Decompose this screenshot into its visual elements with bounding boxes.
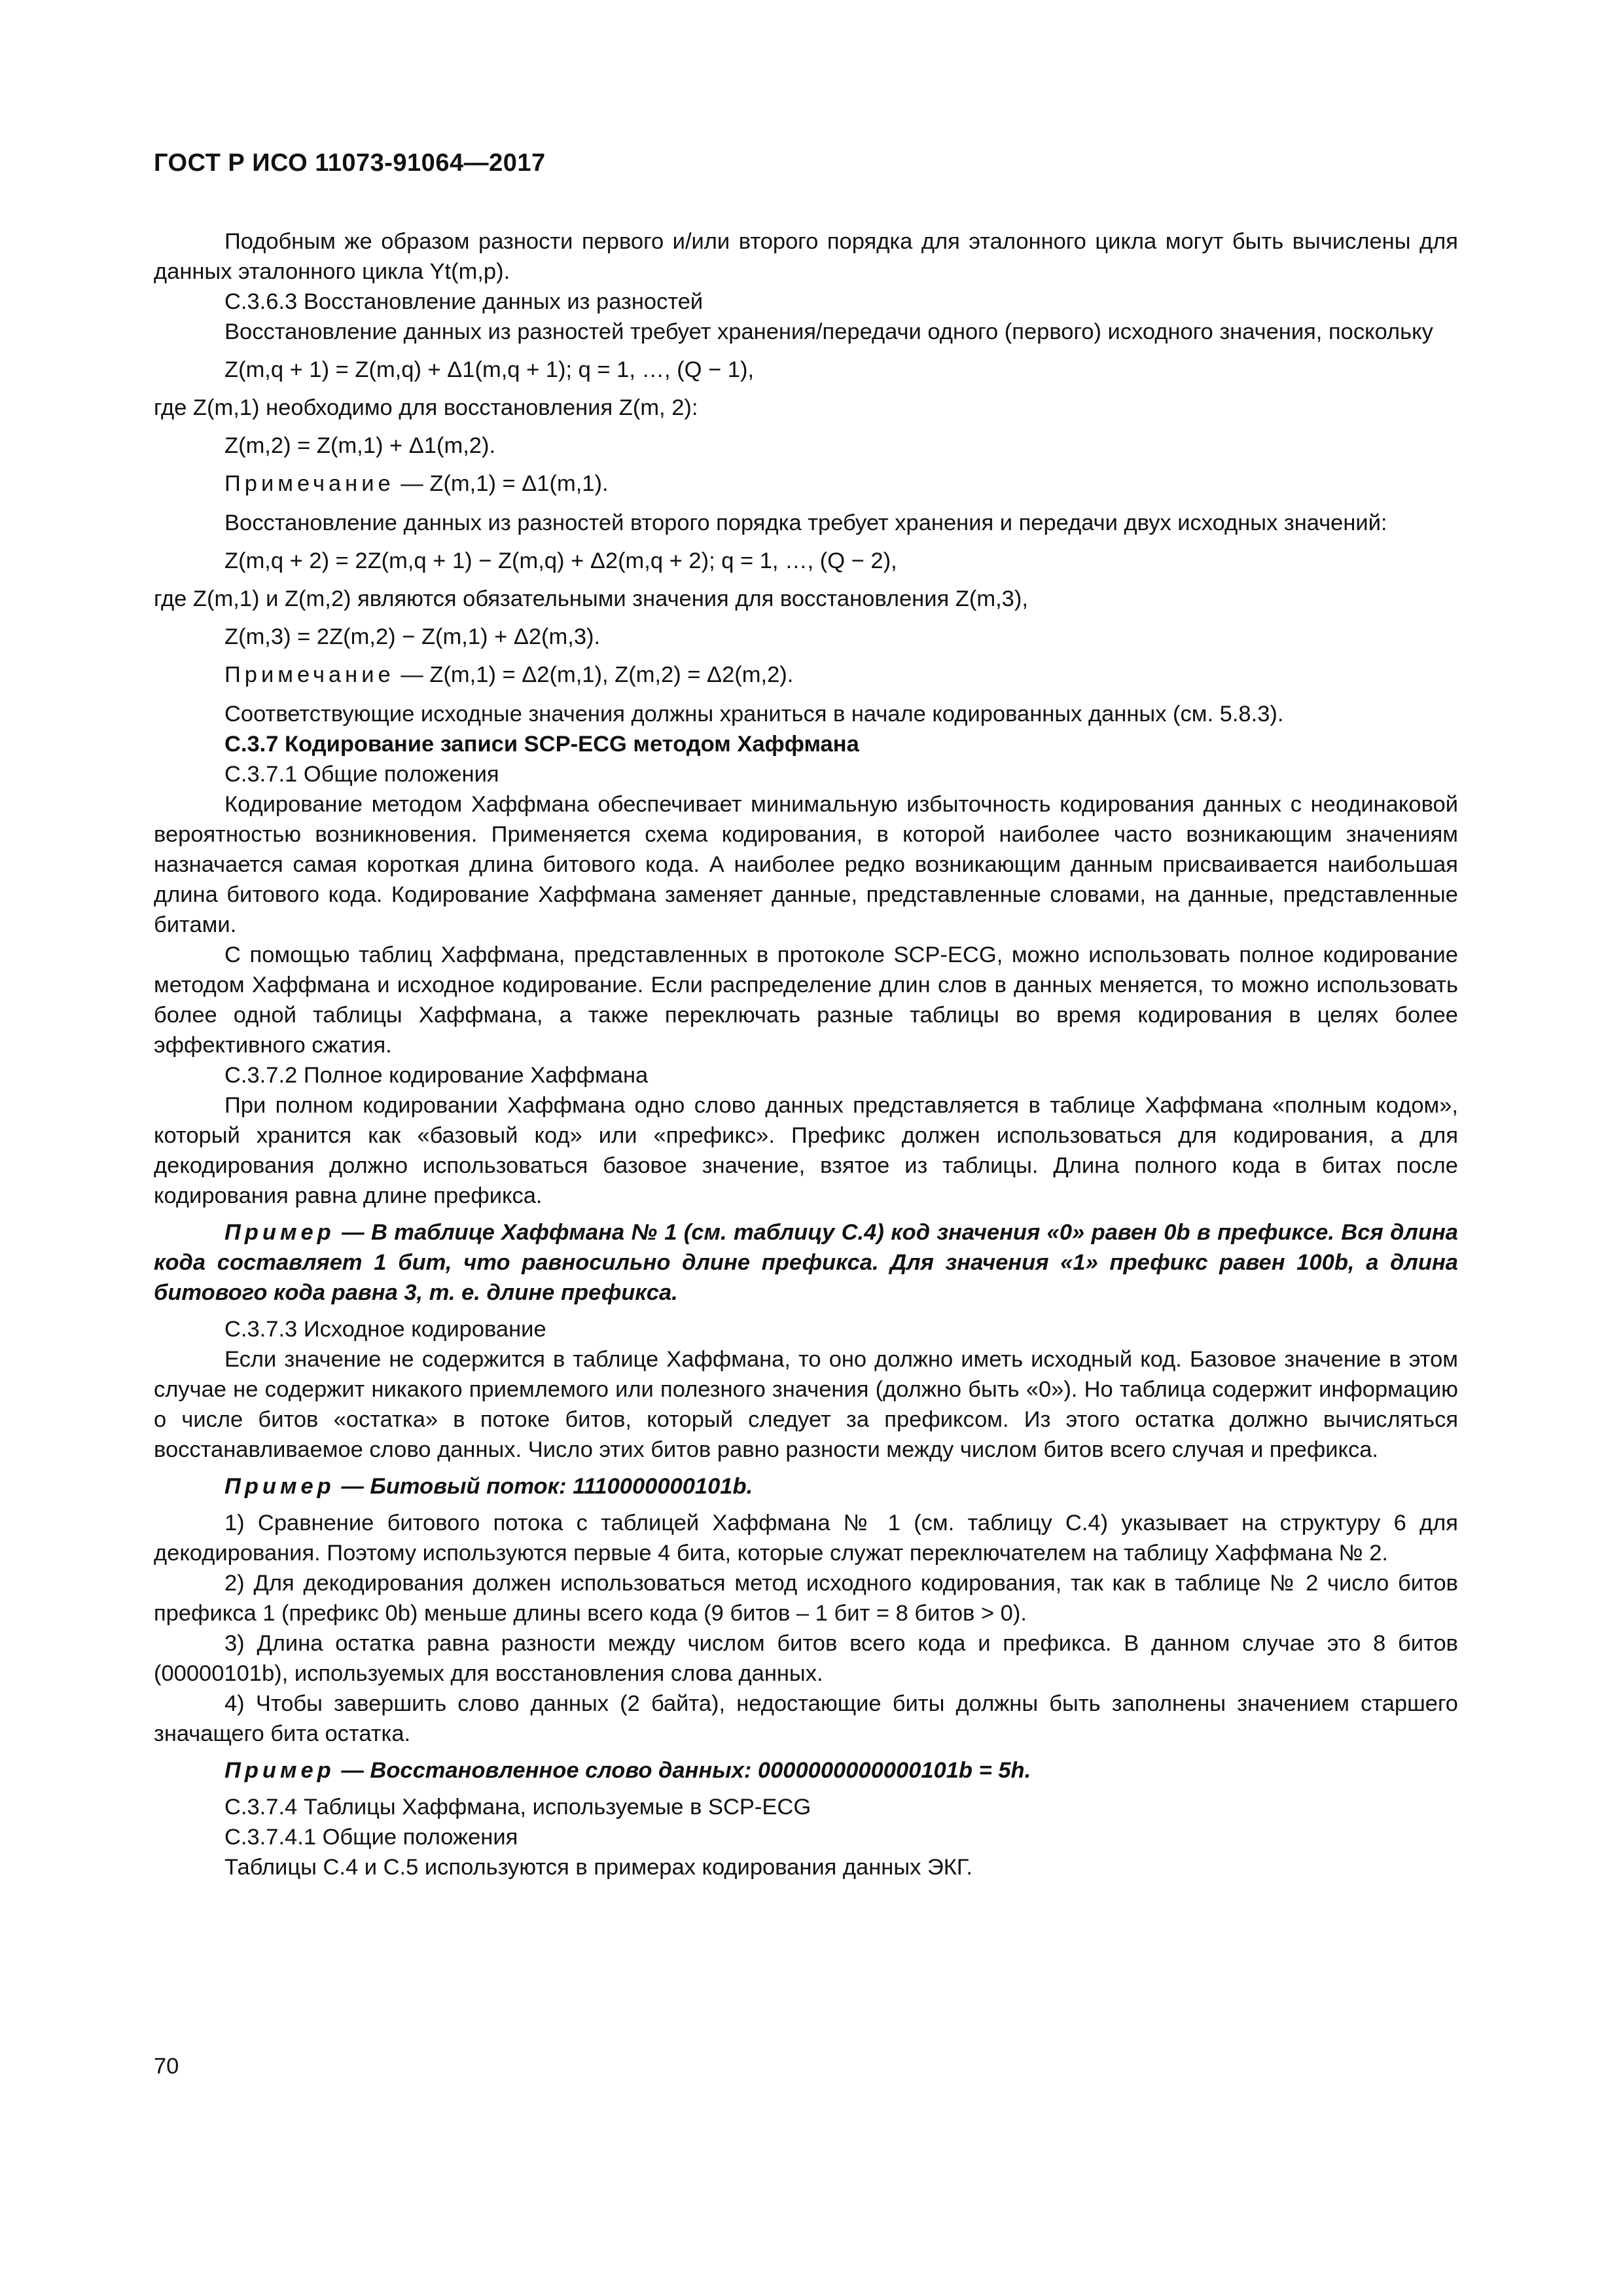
- heading-c-3-7-1: С.3.7.1 Общие положения: [224, 762, 499, 787]
- formula-z-m3: Z(m,3) = 2Z(m,2) − Z(m,1) + Δ2(m,3).: [224, 624, 601, 649]
- formula-second-order: Z(m,q + 2) = 2Z(m,q + 1) − Z(m,q) + Δ2(m,q + 2); q = 1, …, (Q − 2),: [224, 548, 897, 573]
- document-header-title: ГОСТ Р ИСО 11073-91064—2017: [154, 149, 546, 177]
- example-3: [154, 1755, 1458, 1785]
- page-number: 70: [154, 2054, 179, 2079]
- example-2: [154, 1471, 1458, 1501]
- document-body: [154, 226, 1458, 1882]
- paragraph-huffman-tables: С помощью таблиц Хаффмана, представленных в протоколе SCP-ECG, можно использовать полное кодирование методом Хаффмана и исходное кодирование. Если распределение длин слов в данных меняется, то можно использовать более одной таблицы Хаффмана, а также переключать разные таблицы во время кодирования в целях более эффективного сжатия.: [154, 942, 1458, 1058]
- paragraph-restore-first-order: Восстановление данных из разностей требует хранения/передачи одного (первого) исходного значения, поскольку: [224, 319, 1433, 344]
- example-2-label: Пример: [224, 1474, 335, 1499]
- list-item-3: 3) Длина остатка равна разности между числом битов всего кода и префикса. В данном случае это 8 битов (00000101b), используемых для восстановления слова данных.: [154, 1631, 1458, 1686]
- example-1-label: Пример: [224, 1220, 335, 1245]
- note-2-text: — Z(m,1) = Δ2(m,1), Z(m,2) = Δ2(m,2).: [394, 662, 794, 687]
- paragraph-z-m1-required: где Z(m,1) необходимо для восстановления Z(m, 2):: [154, 395, 698, 420]
- paragraph-full-huffman: При полном кодировании Хаффмана одно слово данных представляется в таблице Хаффмана «полным кодом», который хранится как «базовый код» или «префикс». Префикс должен использоваться для кодирования, а для декодирования должно использоваться базовое значение, взятое из таблицы. Длина полного кода в битах после кодирования равна длине префикса.: [154, 1093, 1458, 1208]
- note-1-label: Примечание: [224, 471, 395, 496]
- list-item-1: 1) Сравнение битового потока с таблицей Хаффмана № 1 (см. таблицу С.4) указывает на структуру 6 для декодирования. Поэтому используются первые 4 бита, которые служат переключателем на таблицу Хаффмана № 2.: [154, 1511, 1458, 1566]
- example-3-text: — Восстановленное слово данных: 0000000000000101b = 5h.: [334, 1758, 1031, 1783]
- example-3-label: Пример: [224, 1758, 335, 1783]
- formula-first-order: Z(m,q + 1) = Z(m,q) + Δ1(m,q + 1); q = 1, …, (Q − 1),: [224, 357, 755, 382]
- paragraph-reference-cycle: Подобным же образом разности первого и/или второго порядка для эталонного цикла могут быть вычислены для данных эталонного цикла Yt(m,p).: [154, 229, 1458, 284]
- paragraph-original-coding: Если значение не содержится в таблице Хаффмана, то оно должно иметь исходный код. Базовое значение в этом случае не содержит никакого приемлемого или полезного значения (должно быть «0»). Но таблица содержит информацию о числе битов «остатка» в потоке битов, который следует за префиксом. Из этого остатка должно вычисляться восстанавливаемое слово данных. Число этих битов равно разности между числом битов всего случая и префикса.: [154, 1347, 1458, 1462]
- note-2-label: Примечание: [224, 662, 395, 687]
- heading-c-3-7-4-1: С.3.7.4.1 Общие положения: [224, 1825, 518, 1850]
- paragraph-z-m1-m2-required: где Z(m,1) и Z(m,2) являются обязательными значения для восстановления Z(m,3),: [154, 586, 1028, 611]
- example-1-text: — В таблице Хаффмана № 1 (см. таблицу С.4) код значения «0» равен 0b в префиксе. Вся длина кода составляет 1 бит, что равносильно длине префикса. Для значения «1» префикс равен 100b, а длина битового кода равна 3, т. е. длине префикса.: [154, 1220, 1458, 1305]
- heading-c-3-7-2: С.3.7.2 Полное кодирование Хаффмана: [224, 1063, 649, 1088]
- paragraph-restore-second-order: Восстановление данных из разностей второго порядка требует хранения и передачи двух исходных значений:: [224, 511, 1387, 535]
- paragraph-initial-values: Соответствующие исходные значения должны храниться в начале кодированных данных (см. 5.8.3).: [224, 702, 1284, 726]
- list-item-4: 4) Чтобы завершить слово данных (2 байта), недостающие биты должны быть заполнены значением старшего значащего бита остатка.: [154, 1691, 1458, 1746]
- heading-c-3-6-3: С.3.6.3 Восстановление данных из разностей: [224, 289, 704, 314]
- paragraph-tables-c4-c5: Таблицы С.4 и С.5 используются в примерах кодирования данных ЭКГ.: [224, 1855, 972, 1880]
- heading-c-3-7: С.3.7 Кодирование записи SCP-ECG методом Хаффмана: [224, 732, 859, 757]
- note-2: [224, 660, 1458, 690]
- heading-c-3-7-4: С.3.7.4 Таблицы Хаффмана, используемые в SCP-ECG: [224, 1795, 812, 1820]
- example-2-text: — Битовый поток: 1110000000101b.: [334, 1474, 753, 1499]
- list-item-2: 2) Для декодирования должен использоваться метод исходного кодирования, так как в таблице № 2 число битов префикса 1 (префикс 0b) меньше длины всего кода (9 битов – 1 бит = 8 битов > 0).: [154, 1571, 1458, 1626]
- formula-z-m2: Z(m,2) = Z(m,1) + Δ1(m,2).: [224, 433, 496, 458]
- note-1-text: — Z(m,1) = Δ1(m,1).: [394, 471, 609, 496]
- example-1: [154, 1217, 1458, 1308]
- note-1: [224, 469, 1458, 499]
- paragraph-huffman-intro: Кодирование методом Хаффмана обеспечивает минимальную избыточность кодирования данных с неодинаковой вероятностью возникновения. Применяется схема кодирования, в которой наиболее часто возникающим значениям назначается самая короткая длина битового кода. А наиболее редко возникающим данным присваивается наибольшая длина битового кода. Кодирование Хаффмана заменяет данные, представленные словами, на данные, представленные битами.: [154, 792, 1458, 937]
- heading-c-3-7-3: С.3.7.3 Исходное кодирование: [224, 1317, 546, 1342]
